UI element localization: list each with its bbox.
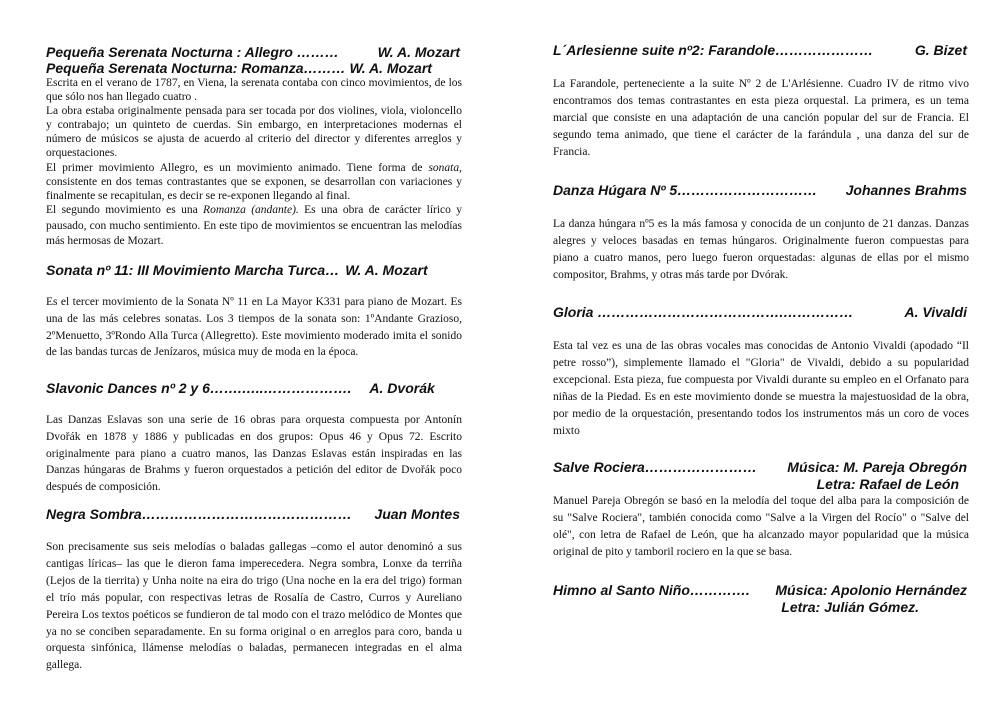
- section-heading: [46, 380, 462, 397]
- paragraph: La danza húngara nº5 es la más famosa y conocida de un conjunto de 21 danzas. Danzas alegres y veloces basadas en temas húngaros. Originalmente fueron compuestas para piano a cuatro manos, pero luego fueron orquestadas: algunas de ellas por el mismo compositor, Brahms, y otras más tarde por Dvórak.: [553, 218, 969, 281]
- piece-title: Slavonic Dances nº 2 y 6…….…..……………….: [46, 380, 352, 396]
- lyricist-name: Letra: Julián Gómez.: [781, 599, 919, 615]
- section-text: [553, 216, 969, 284]
- lyricist-name: Letra: Rafael de León: [816, 476, 959, 492]
- composer-name: Juan Montes: [374, 506, 460, 522]
- section-heading: [46, 44, 462, 61]
- section-heading: [553, 599, 969, 616]
- piece-title: Gloria ………………………………….……………: [553, 304, 854, 320]
- section-heading: [46, 262, 462, 279]
- piece-title: Pequeña Serenata Nocturna: Romanza………: [46, 60, 346, 76]
- composer-name: W. A. Mozart: [345, 262, 428, 278]
- section-heading: [46, 60, 462, 77]
- paragraph: Esta tal vez es una de las obras vocales mas conocidas de Antonio Vivaldi (apodado “Il petre rosso”), simplemente llamado el "Gloria" de Vivaldi, debido a su popularidad excepcional. Esta pieza, fue compuesta por Vivaldi durante su empleo en el Orfanato para niñas de la Piedad. Es en este movimiento donde se muestra la majestuosidad de la obra, por medio de la orquestación, presentando todos los instrumentos más un coro de voces mixto: [553, 340, 969, 437]
- paragraph: Manuel Pareja Obregón se basó en la melodía del toque del alba para la composición de su "Salve Rociera", también conocida como "Salve a la Virgen del Rocío" o "Salve del olé", con letra de Rafael de León, que ha alcanzado mayor popularidad que la música original de pito y tamboril rociero en la que se basa.: [553, 495, 969, 558]
- section-heading: [553, 582, 969, 599]
- composer-name: W. A. Mozart: [377, 44, 460, 60]
- paragraph: Son precisamente sus seis melodías o baladas gallegas –como el autor denominó a sus cantigas líricas– las que le dieron fama imperecedera. Negra sombra, Lonxe da terriña (Lejos de la tierrita) y Unha noite na eira do trigo (Una noche en la era del trigo) forman el trío más popular, con respectivas letras de Rosalía de Castro, Curros y Aureliano Pereira Los textos poéticos se fundieron de tal modo con el trazo melódico de Montes que ya no se conciben separadamente. En su forma original o en arreglos para coro, banda u orquesta sinfónica, llámense melodías o baladas, permanecen integradas en el alma gallega.: [46, 541, 462, 672]
- paragraph: El primer movimiento Allegro, es un movimiento animado. Tiene forma de sonata, consistente en dos temas contrastantes que se exponen, se desarrollan con variaciones y finalmente se recapitulan, es decir se re-exponen llegando al final.: [46, 161, 462, 202]
- section-heading: [553, 304, 969, 321]
- paragraph: Las Danzas Eslavas son una serie de 16 obras para orquesta compuesta por Antonín Dvořák en 1878 y 1886 y publicadas en dos grupos: Opus 46 y Opus 72. Escrito originalmente para piano a cuatro manos, las Danzas Eslavas están inspiradas en las Danzas húngaras de Brahms y fueron orquestados a petición del editor de Dvořák poco después de composición.: [46, 414, 462, 494]
- paragraph: La obra estaba originalmente pensada para ser tocada por dos violines, viola, violoncello y contrabajo; un quinteto de cuerdas. Sin embargo, en interpretaciones modernas el número de músicos se ajusta de acuerdo al criterio del director y diferentes arreglos y orquestaciones.: [46, 105, 462, 160]
- composer-name: W. A. Mozart: [349, 60, 432, 76]
- section-heading: [553, 459, 969, 476]
- paragraph: La Farandole, perteneciente a la suite Nº 2 de L'Arlésienne. Cuadro IV de ritmo vivo encontramos dos temas contrastantes en esta pieza orquestal. La primera, es un tema marcial que consiste en una adaptación de una canción popular del sur de Francia. El segundo tema animado, que tiene el carácter de la farándula , una danza del sur de Francia.: [553, 78, 969, 158]
- composer-name: Johannes Brahms: [845, 182, 967, 198]
- section-text: [46, 76, 462, 250]
- paragraph: El segundo movimiento es una Romanza (andante). Es una obra de carácter lírico y pausado, con mucho sentimiento. En este tipo de movimientos se encuentran las melodías más hermosas de Mozart.: [46, 203, 462, 248]
- section-heading: [553, 476, 969, 493]
- piece-title: Danza Húgara Nº 5…………………………: [553, 182, 818, 198]
- section-text: [553, 338, 969, 440]
- composer-name: G. Bizet: [914, 42, 967, 58]
- section-heading: [553, 182, 969, 199]
- composer-name: A. Dvorák: [369, 380, 435, 396]
- composer-name: Música: Apolonio Hernández: [775, 582, 967, 598]
- piece-title: Negra Sombra………………………………………: [46, 506, 352, 522]
- section-text: [553, 493, 969, 561]
- section-heading: [46, 506, 462, 523]
- piece-title: Salve Rociera……………………: [553, 459, 757, 475]
- paragraph: Escrita en el verano de 1787, en Viena, la serenata contaba con cinco movimientos, de los que sólo nos han llegado cuatro .: [46, 77, 462, 104]
- piece-title: Sonata nº 11: III Movimiento Marcha Turca…: [46, 262, 340, 278]
- section-text: [46, 539, 462, 674]
- piece-title: Pequeña Serenata Nocturna : Allegro ………: [46, 44, 339, 60]
- section-heading: [553, 42, 969, 59]
- composer-name: A. Vivaldi: [904, 304, 967, 320]
- paragraph: Es el tercer movimiento de la Sonata Nº 11 en La Mayor K331 para piano de Mozart. Es una de las más celebres sonatas. Los 3 tiempos de la sonata son: 1ºAndante Grazioso, 2ºMenuetto, 3ºRondo Alla Turca (Allegretto). Este movimiento moderado imita el sonido de las bandas turcas de Jenízaros, música muy de moda en la época.: [46, 296, 462, 359]
- piece-title: L´Arlesienne suite nº2: Farandole…………………: [553, 42, 874, 58]
- section-text: [46, 294, 462, 361]
- composer-name: Música: M. Pareja Obregón: [787, 459, 967, 475]
- section-text: [46, 412, 462, 496]
- section-text: [553, 76, 969, 161]
- piece-title: Himno al Santo Niño………….: [553, 582, 750, 598]
